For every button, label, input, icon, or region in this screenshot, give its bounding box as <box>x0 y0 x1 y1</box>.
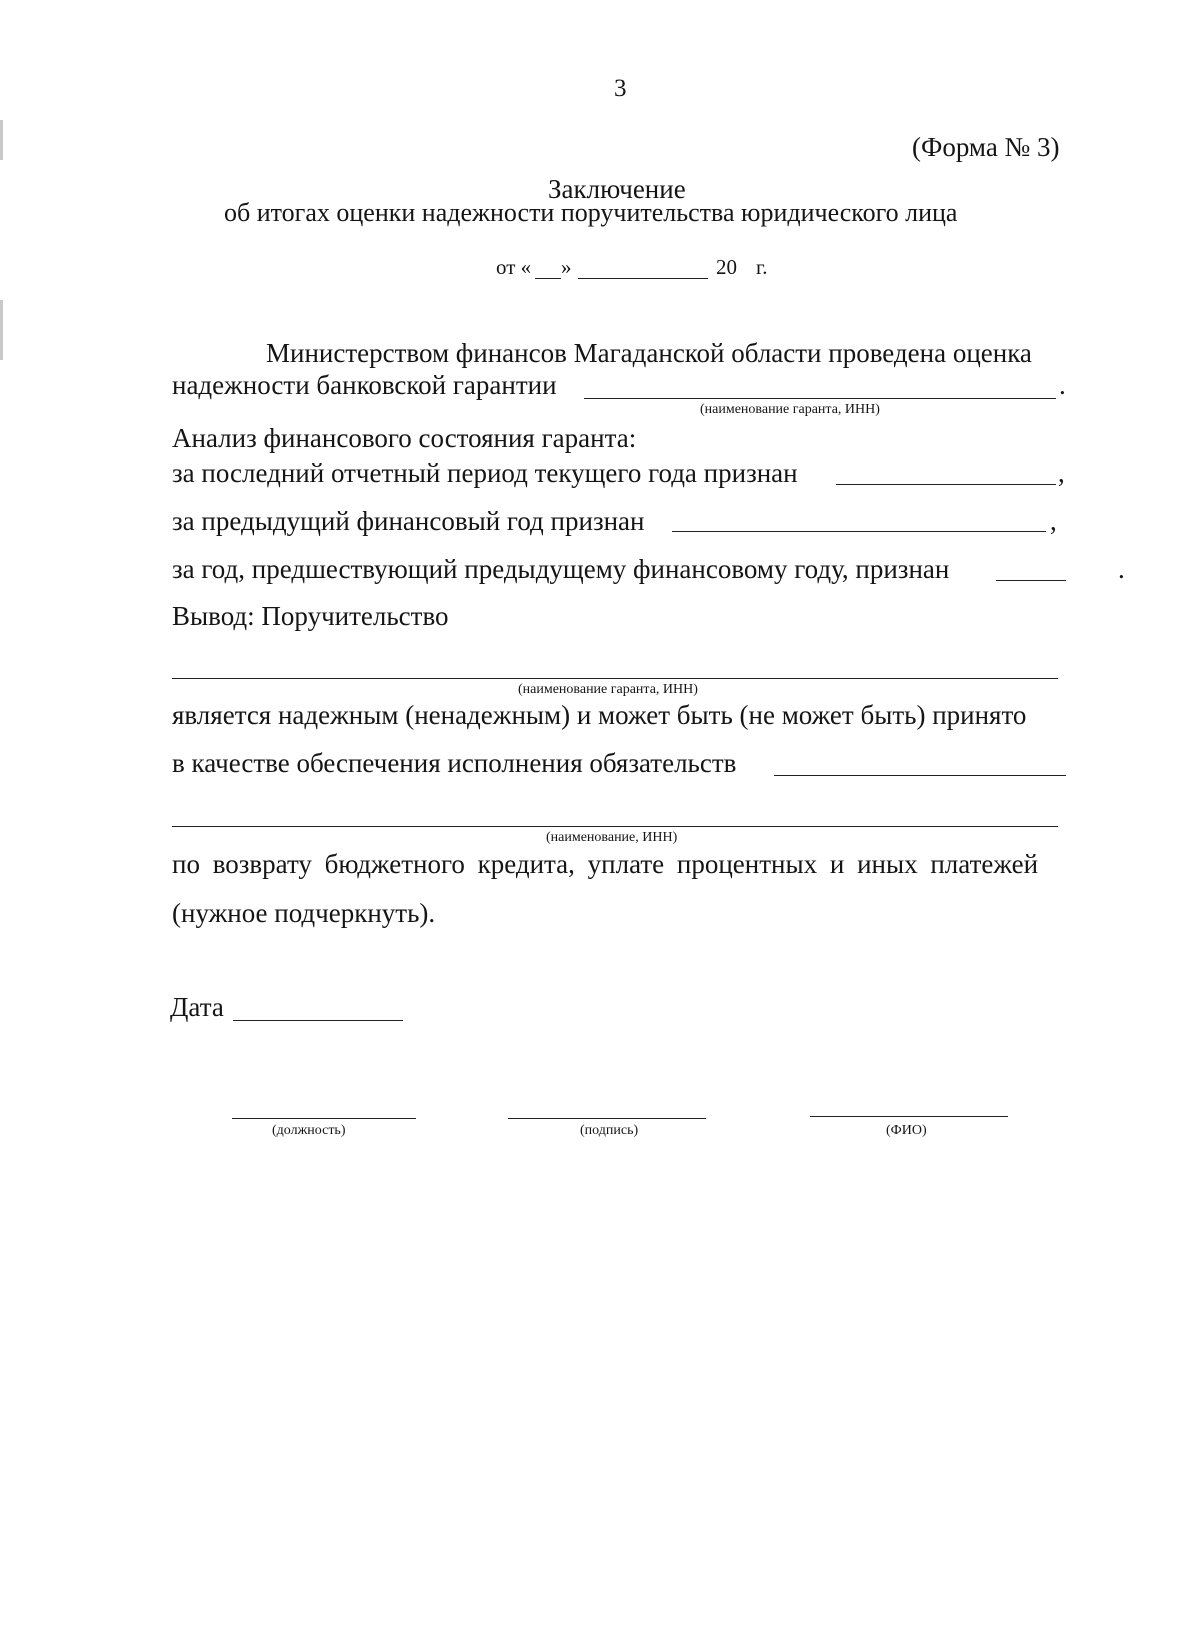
page-number: 3 <box>614 75 627 102</box>
paragraph-ministry: Министерством финансов Магаданской области проведена оценка <box>266 338 1032 368</box>
period: . <box>1059 370 1066 400</box>
conclusion-label: Вывод: Поручительство <box>172 601 449 631</box>
hint-signature: (подпись) <box>580 1123 639 1138</box>
scan-artifact <box>0 300 3 360</box>
guarantor-blank <box>584 398 1056 399</box>
date-blank <box>233 1020 403 1021</box>
hint-guarantor: (наименование гаранта, ИНН) <box>700 402 880 417</box>
underline-note: (нужное подчеркнуть). <box>172 898 436 928</box>
form-label: (Форма № 3) <box>912 132 1060 162</box>
date-prefix: от « <box>496 255 532 279</box>
document-title: Заключение <box>548 174 686 204</box>
previous-year-blank <box>672 531 1046 532</box>
signature-blank <box>508 1118 706 1119</box>
hint-position: (должность) <box>272 1123 346 1138</box>
analysis-pre-previous-year: за год, предшествующий предыдущему финансовому году, признан <box>172 554 950 584</box>
repayment-statement: по возврату бюджетного кредита, уплате процентных и иных платежей <box>172 849 1039 879</box>
month-blank <box>578 278 708 279</box>
current-year-blank <box>836 484 1056 485</box>
conclusion-guarantor-blank <box>172 678 1058 679</box>
analysis-previous-year: за предыдущий финансовый год признан <box>172 506 645 536</box>
pre-previous-year-blank <box>996 580 1066 581</box>
obligations-blank <box>774 775 1066 776</box>
date-suffix: г. <box>756 255 768 279</box>
reliability-statement: является надежным (ненадежным) и может быть (не может быть) принято <box>172 700 1027 730</box>
document-subtitle: об итогах оценки надежности поручительства юридического лица <box>224 198 958 227</box>
analysis-current-year: за последний отчетный период текущего года признан <box>172 458 798 488</box>
date-label: Дата <box>170 992 224 1022</box>
day-blank <box>535 278 561 279</box>
position-blank <box>232 1118 416 1119</box>
analysis-title: Анализ финансового состояния гаранта: <box>172 423 637 453</box>
hint-name: (наименование, ИНН) <box>546 830 678 845</box>
date-year: 20 <box>716 255 737 279</box>
paragraph-guarantee: надежности банковской гарантии <box>172 370 557 400</box>
comma: , <box>1050 506 1057 536</box>
hint-guarantor-2: (наименование гаранта, ИНН) <box>518 682 698 697</box>
stray-dot: . <box>1118 554 1125 584</box>
security-statement: в качестве обеспечения исполнения обязательств <box>172 748 737 778</box>
scan-artifact <box>0 120 3 160</box>
obligor-blank <box>172 826 1058 827</box>
comma: , <box>1058 458 1065 488</box>
name-blank <box>810 1116 1008 1117</box>
date-quote-close: » <box>561 255 572 279</box>
hint-name-fio: (ФИО) <box>886 1123 927 1138</box>
